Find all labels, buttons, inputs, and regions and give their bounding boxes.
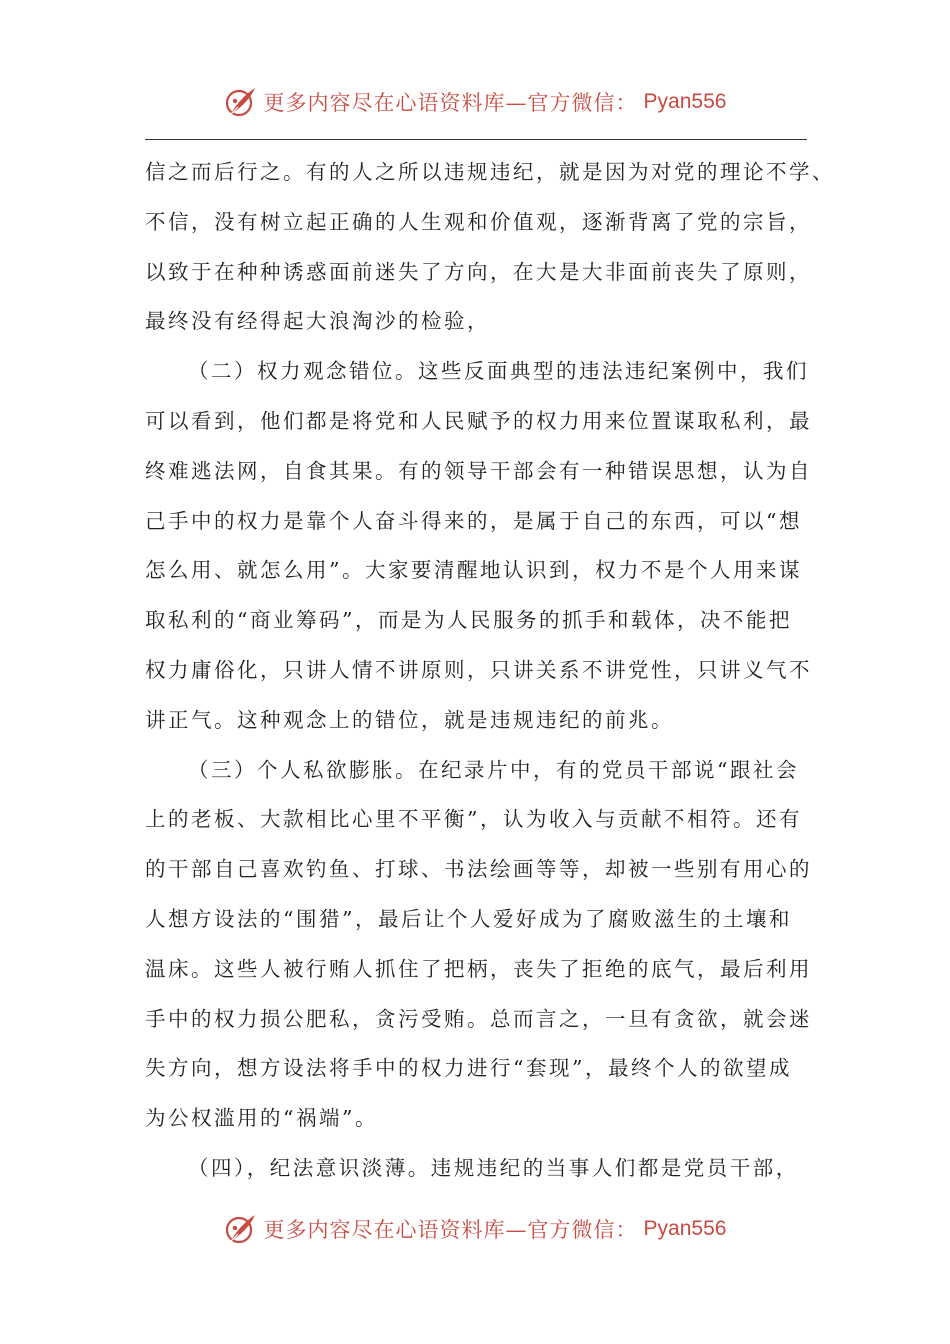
text-line: 的干部自己喜欢钓鱼、打球、书法绘画等等，却被一些别有用心的	[145, 857, 812, 882]
text-line: 己手中的权力是靠个人奋斗得来的，是属于自己的东西，可以“想	[145, 508, 802, 533]
text-line: 上的老板、大款相比心里不平衡”，认为收入与贡献不相符。还有	[145, 807, 802, 832]
text-line: 取私利的“商业筹码”，而是为人民服务的抓手和载体，决不能把	[145, 608, 792, 633]
text-line: 讲正气。这种观念上的错位，就是违规违纪的前兆。	[145, 707, 674, 732]
text-line: 不信，没有树立起正确的人生观和价值观，逐渐背离了党的宗旨，	[145, 209, 812, 234]
text-line: 信之而后行之。有的人之所以违规违纪，就是因为对党的理论不学、	[145, 160, 835, 184]
text-line: 人想方设法的“围猎”，最后让个人爱好成为了腐败滋生的土壤和	[145, 906, 792, 931]
section-heading-line: （二）权力观念错位。这些反面典型的违法违纪案例中，我们	[188, 359, 809, 384]
text-line: 温床。这些人被行贿人抓住了把柄，丧失了拒绝的底气，最后利用	[145, 956, 812, 981]
text-line: 手中的权力损公肥私，贪污受贿。总而言之，一旦有贪欲，就会迷	[145, 1006, 812, 1031]
text-line: 终难逃法网，自食其果。有的领导干部会有一种错误思想，认为自	[145, 458, 812, 483]
banner-text: 更多内容尽在心语资料库—官方微信：	[263, 1218, 638, 1242]
banner-wechat-id: Pyan556	[643, 1217, 727, 1240]
text-line: 权力庸俗化，只讲人情不讲原则，只讲关系不讲党性，只讲义气不	[145, 657, 812, 682]
text-line: 失方向，想方设法将手中的权力进行“套现”，最终个人的欲望成	[145, 1056, 792, 1081]
footer-banner	[0, 1209, 950, 1249]
text-line: 怎么用、就怎么用”。大家要清醒地认识到，权力不是个人用来谋	[145, 558, 802, 583]
banner-text: 更多内容尽在心语资料库—官方微信：	[263, 91, 638, 115]
text-line: 为公权滥用的“祸端”。	[145, 1106, 378, 1131]
banner-wechat-id: Pyan556	[643, 90, 727, 113]
header-banner	[0, 82, 950, 122]
text-line: 最终没有经得起大浪淘沙的检验，	[145, 309, 490, 334]
feather-pen-logo-icon	[224, 85, 258, 119]
document-body	[145, 151, 835, 1197]
header-divider	[145, 139, 807, 140]
feather-pen-logo-icon	[224, 1212, 258, 1246]
section-heading-line: （三）个人私欲膨胀。在纪录片中，有的党员干部说“跟社会	[188, 757, 799, 782]
text-line: 可以看到，他们都是将党和人民赋予的权力用来位置谋取私利，最	[145, 408, 812, 433]
text-line: 以致于在种种诱惑面前迷失了方向，在大是大非面前丧失了原则，	[145, 259, 812, 284]
section-heading-line: （四），纪法意识淡薄。违规违纪的当事人们都是党员干部，	[188, 1155, 799, 1180]
